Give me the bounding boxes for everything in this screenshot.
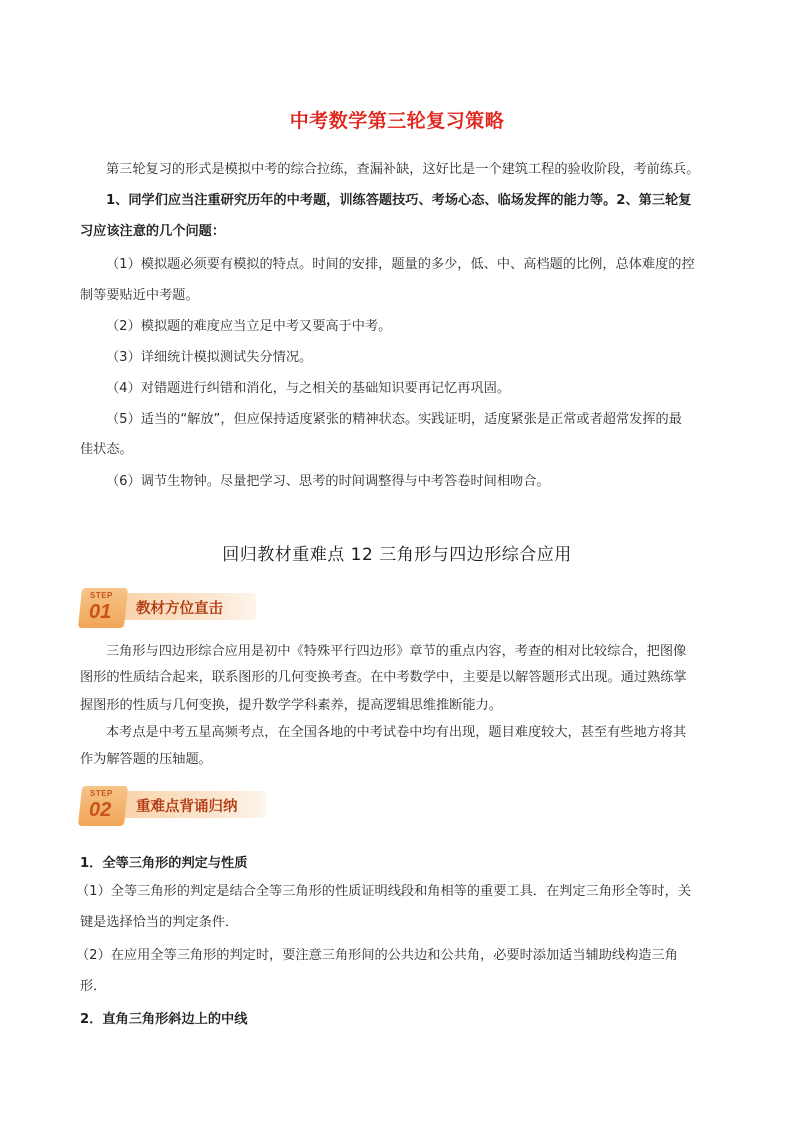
- intro-paragraph: 第三轮复习的形式是模拟中考的综合拉练，查漏补缺，这好比是一个建筑工程的验收阶段，考前练兵。: [106, 162, 700, 177]
- list-item-5-line-1: （5）适当的“解放”，但应保持适度紧张的精神状态。实践证明，适度紧张是正常或者超常发挥的最: [106, 412, 682, 427]
- step-01-paragraph-1-line-1: 三角形与四边形综合应用是初中《特殊平行四边形》章节的重点内容，考查的相对比较综合，把图像: [106, 644, 687, 659]
- step-02-number: 02: [89, 799, 112, 821]
- step-01-paragraph-2-line-1: 本考点是中考五星高频考点，在全国各地的中考试卷中均有出现，题目难度较大，甚至有些地方将其: [106, 725, 687, 740]
- list-item-3: （3）详细统计模拟测试失分情况。: [106, 350, 313, 365]
- list-item-4: （4）对错题进行纠错和消化，与之相关的基础知识要再记忆再巩固。: [106, 381, 511, 396]
- intro-bold-line-1: 1、同学们应当注重研究历年的中考题，训练答题技巧、考场心态、临场发挥的能力等。2、第三轮复: [106, 193, 692, 208]
- list-item-1-line-1: （1）模拟题必须要有模拟的特点。时间的安排，题量的多少，低、中、高档题的比例，总体难度的控: [106, 257, 695, 272]
- step-02-label: 重难点背诵归纳: [136, 799, 238, 815]
- section-1-item-1-line-1: （1）全等三角形的判定是结合全等三角形的性质证明线段和角相等的重要工具．在判定三角形全等时，关: [76, 884, 692, 899]
- list-item-6: （6）调节生物钟。尽量把学习、思考的时间调整得与中考答卷时间相吻合。: [106, 474, 550, 489]
- intro-bold-line-2: 习应该注意的几个问题：: [80, 224, 226, 239]
- step-02-word: STEP: [90, 789, 113, 798]
- list-item-2: （2）模拟题的难度应当立足中考又要高于中考。: [106, 319, 392, 334]
- section-1-heading: 1．全等三角形的判定与性质: [80, 856, 248, 871]
- list-item-5-line-2: 佳状态。: [80, 442, 133, 457]
- section-2-heading: 2．直角三角形斜边上的中线: [80, 1012, 248, 1027]
- section-subtitle: 回归教材重难点 12 三角形与四边形综合应用: [222, 545, 572, 565]
- step-01-number: 01: [89, 601, 112, 623]
- section-1-item-2-line-1: （2）在应用全等三角形的判定时，要注意三角形间的公共边和公共角，必要时添加适当辅助线构造三角: [76, 948, 678, 963]
- section-1-item-1-line-2: 键是选择恰当的判定条件．: [80, 915, 239, 930]
- step-01-label: 教材方位直击: [136, 601, 223, 617]
- step-01-paragraph-1-line-3: 握图形的性质与几何变换，提升数学学科素养，提高逻辑思维推断能力。: [80, 698, 502, 713]
- step-01-paragraph-2-line-2: 作为解答题的压轴题。: [80, 752, 212, 767]
- section-1-item-2-line-2: 形．: [80, 979, 107, 994]
- step-01-word: STEP: [90, 591, 113, 600]
- step-01-paragraph-1-line-2: 图形的性质结合起来，联系图形的几何变换考查。在中考数学中，主要是以解答题形式出现。通过熟练掌: [80, 670, 687, 685]
- step-02-banner: [80, 786, 260, 826]
- step-01-banner: [80, 588, 260, 628]
- list-item-1-line-2: 制等要贴近中考题。: [80, 288, 199, 303]
- page-title: 中考数学第三轮复习策略: [289, 110, 505, 132]
